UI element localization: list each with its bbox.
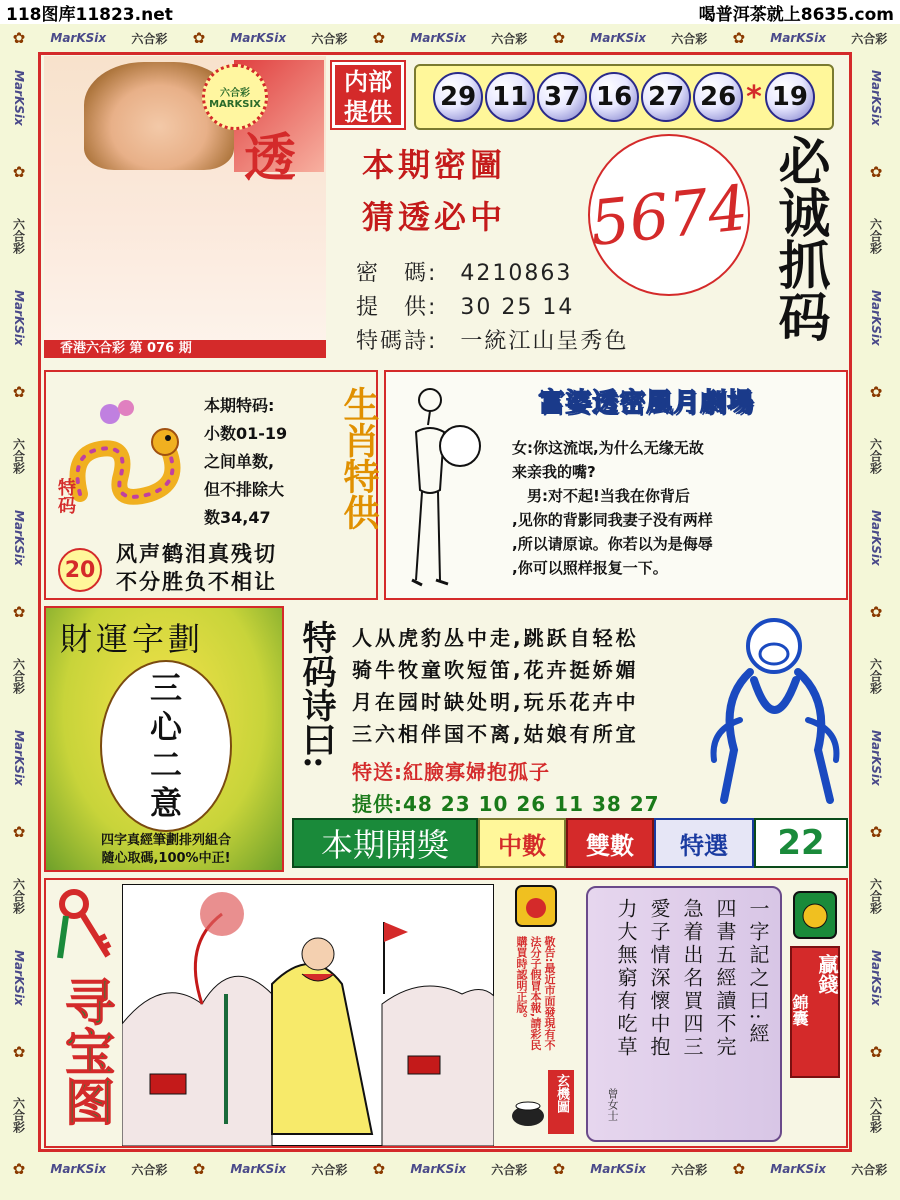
draw-row [292, 818, 848, 868]
notice-text: 敬告:最近市面發現有不法分子假冒本報,請彩民購買時認明正版。 [515, 936, 556, 1051]
title-mitu: 本期密圖 [362, 146, 507, 184]
flower-icon: ✿ [10, 602, 28, 621]
fortune-panel [44, 606, 284, 872]
tema-poem-line: 风声鹤泪真残切 [116, 542, 277, 566]
issue-banner-text: 香港六合彩 第 076 期 [60, 341, 192, 356]
poem-label: 特碼詩: [356, 329, 438, 354]
inside-badge [332, 62, 404, 128]
flower-icon: ✿ [867, 162, 885, 181]
issue-banner [44, 340, 326, 358]
border-text: 六合彩 [311, 1162, 348, 1177]
poem-line: 骑牛牧童吹短笛,花卉挺娇媚 [352, 658, 639, 682]
chat-line: ,你可以照样报复一下。 [512, 559, 668, 577]
border-text: MarKSix [869, 290, 883, 347]
theatre-title: 富婆透密風月劇場 [538, 388, 755, 418]
poem-line: 月在园时缺处明,玩乐花卉中 [352, 690, 639, 714]
draw-number: 22 [754, 818, 848, 868]
border-text: MarKSix [230, 1162, 287, 1176]
poem-label-vertical [296, 620, 340, 810]
logo-text: 六合彩MARKSIX [209, 88, 261, 110]
provide-line: 提供:48 23 10 26 11 38 27 [352, 792, 660, 816]
border-text: 六合彩 [131, 31, 168, 46]
border-text: 六合彩 [868, 657, 883, 694]
border-text: MarKSix [12, 950, 26, 1006]
scroll-line: 力大無窮有吃草 [614, 898, 638, 1059]
border-text: 六合彩 [131, 1162, 168, 1177]
tema-text [204, 392, 287, 532]
border-text: 六合彩 [671, 31, 708, 46]
border-text: MarKSix [869, 730, 883, 787]
tema-poem [116, 540, 277, 596]
tigong-label: 提 供: [356, 295, 438, 320]
title-caitou: 猜透必中 [362, 198, 507, 236]
fortune-char: 心 [149, 707, 182, 746]
fortune-char: 意 [149, 784, 182, 823]
border-text: 六合彩 [11, 877, 26, 914]
poem-lines [352, 622, 639, 750]
number-twenty [58, 548, 102, 592]
scroll-line: 一字記之曰:經 [746, 898, 770, 1046]
poem-line: 人从虎豹丛中走,跳跃自轻松 [352, 626, 639, 650]
site-right[interactable]: 喝普洱茶就上8635.com [698, 4, 894, 25]
fortune-note [56, 832, 276, 868]
stamp-number: 5674 [586, 170, 752, 260]
chat-line: ,见你的背影同我妻子没有两样 [512, 511, 713, 529]
tema-line: 之间单数, [204, 452, 275, 471]
border-text: MarKSix [50, 1162, 107, 1176]
fortune-note-line: 隨心取碼,100%中正! [101, 851, 231, 866]
fortune-oval [100, 660, 232, 832]
mima-label: 密 碼: [356, 261, 438, 286]
stamp-circle [588, 134, 750, 296]
draw-title: 本期開獎 [292, 818, 478, 868]
border-right [852, 52, 900, 1152]
border-text: MarKSix [869, 510, 883, 567]
number-ball: 26 [693, 72, 743, 122]
number-ball: 11 [485, 72, 535, 122]
tema-line: 小数01-19 [204, 424, 288, 443]
tigong-value: 30 25 14 [460, 295, 575, 320]
photo-area [44, 56, 326, 356]
scroll-author: 曾女士 [606, 1088, 619, 1121]
chat-line: 来亲我的嘴? [512, 463, 596, 481]
flower-icon: ✿ [552, 29, 566, 47]
gift-line: 特送:紅臉寡婦抱孤子 [352, 760, 550, 784]
border-top [0, 24, 900, 52]
border-text: 六合彩 [868, 877, 883, 914]
border-text: 六合彩 [868, 437, 883, 474]
flower-icon: ✿ [192, 1160, 206, 1178]
key-icon [52, 886, 116, 966]
fortune-title: 財運字劃 [60, 620, 205, 658]
border-text: 六合彩 [491, 31, 528, 46]
theatre-panel [384, 370, 848, 600]
border-text: 六合彩 [311, 31, 348, 46]
tigong-row [356, 290, 574, 321]
pot-icon [508, 1090, 548, 1130]
mima-row [356, 256, 572, 287]
flower-icon: ✿ [10, 822, 28, 841]
tema-line: 本期特码: [204, 396, 275, 415]
tema-label: 特码 [55, 478, 76, 514]
border-text: 六合彩 [11, 437, 26, 474]
border-text: 六合彩 [671, 1162, 708, 1177]
border-text: MarKSix [12, 730, 26, 787]
woman-figure-icon [398, 380, 488, 595]
border-text: MarKSix [770, 31, 827, 45]
yingqian-text: 贏錢 [815, 954, 839, 994]
tema-line: 但不排除大 [204, 480, 285, 499]
border-text: 六合彩 [491, 1162, 528, 1177]
xuanji-box [548, 1070, 574, 1134]
flower-icon: ✿ [10, 382, 28, 401]
tema-panel [44, 370, 378, 600]
fortune-char: 三 [149, 669, 182, 708]
xuanji-text: 玄機圖 [554, 1074, 569, 1113]
side-bichengzhuama: 必诚抓码 [769, 134, 830, 342]
flower-icon: ✿ [192, 29, 206, 47]
number-ball: 16 [589, 72, 639, 122]
border-left [0, 52, 38, 1152]
number-twenty-text: 20 [64, 557, 96, 583]
flower-icon: ✿ [12, 1160, 26, 1178]
ball-row [414, 64, 834, 130]
number-ball: 29 [433, 72, 483, 122]
border-bottom [0, 1152, 900, 1186]
hand-stamp-icon [514, 884, 558, 928]
flower-icon: ✿ [867, 1042, 885, 1061]
special-ball: 19 [765, 72, 815, 122]
tema-poem-line: 不分胜负不相让 [116, 570, 277, 594]
flower-icon: ✿ [552, 1160, 566, 1178]
scroll-line: 愛子情深懷中抱 [647, 898, 671, 1059]
tag-zhongshu: 中數 [478, 818, 566, 868]
scroll [586, 886, 782, 1142]
flower-icon: ✿ [867, 382, 885, 401]
money-bag-icon [790, 886, 840, 942]
scroll-line: 急着出名買四三 [680, 898, 704, 1059]
border-text: MarKSix [770, 1162, 827, 1176]
jinnang-box [790, 946, 840, 1078]
flower-icon: ✿ [867, 602, 885, 621]
jinnang-text: 錦囊 [790, 994, 809, 1026]
border-text: 六合彩 [11, 657, 26, 694]
tou-char: 透 [244, 128, 297, 189]
border-text: MarKSix [590, 31, 647, 45]
fortune-char: 二 [149, 746, 182, 784]
border-text: MarKSix [869, 70, 883, 127]
border-text: MarKSix [12, 510, 26, 567]
poem-value: 一統江山呈秀色 [460, 329, 629, 354]
separator: * [746, 79, 762, 115]
tag-shuangshu: 雙數 [566, 818, 654, 868]
number-ball: 37 [537, 72, 587, 122]
border-text: MarKSix [410, 31, 467, 45]
flower-icon: ✿ [867, 822, 885, 841]
border-text: 六合彩 [868, 1097, 883, 1134]
chat-line: 女:你这流氓,为什么无缘无故 [512, 439, 704, 457]
scroll-line: 四書五經讀不完 [713, 898, 737, 1059]
side-shengxiao: 生肖特供 [338, 386, 380, 530]
number-ball: 27 [641, 72, 691, 122]
tema-line: 数34,47 [204, 508, 271, 527]
border-text: 六合彩 [868, 217, 883, 254]
flower-icon: ✿ [372, 29, 386, 47]
poem-box-label: 特码诗曰: [296, 620, 336, 769]
border-text: MarKSix [12, 290, 26, 347]
scroll-text [609, 898, 774, 1094]
border-text: 六合彩 [11, 217, 26, 254]
border-text: 六合彩 [851, 1162, 888, 1177]
flower-icon: ✿ [732, 29, 746, 47]
border-text: MarKSix [230, 31, 287, 45]
flower-icon: ✿ [732, 1160, 746, 1178]
chat-text [512, 436, 842, 580]
badge-text: 内部提供 [344, 68, 392, 126]
border-text: MarKSix [12, 70, 26, 127]
mima-value: 4210863 [460, 261, 573, 286]
tag-texuan: 特選 [654, 818, 754, 868]
flower-icon: ✿ [10, 1042, 28, 1061]
border-text: 六合彩 [851, 31, 888, 46]
poem-row [356, 324, 628, 355]
chat-line: 男:对不起!当我在你背后 [512, 487, 690, 505]
scene-illustration [122, 884, 494, 1146]
poem-line: 三六相伴国不离,姑娘有所宜 [352, 722, 639, 746]
flower-icon: ✿ [10, 162, 28, 181]
site-left[interactable]: 118图库11823.net [6, 4, 173, 25]
treasure-title: 寻宝图 [57, 976, 116, 1126]
border-text: MarKSix [869, 950, 883, 1006]
flower-icon: ✿ [12, 29, 26, 47]
top-bar [0, 0, 900, 24]
fortune-note-line: 四字真經筆劃排列組合 [100, 833, 231, 848]
flower-icon: ✿ [372, 1160, 386, 1178]
monkey-icon [700, 610, 850, 816]
chat-line: ,所以请原谅。你若以为是侮辱 [512, 535, 713, 553]
border-text: MarKSix [410, 1162, 467, 1176]
snake-icon [60, 394, 190, 514]
border-text: MarKSix [590, 1162, 647, 1176]
border-text: MarKSix [50, 31, 107, 45]
border-text: 六合彩 [11, 1097, 26, 1134]
